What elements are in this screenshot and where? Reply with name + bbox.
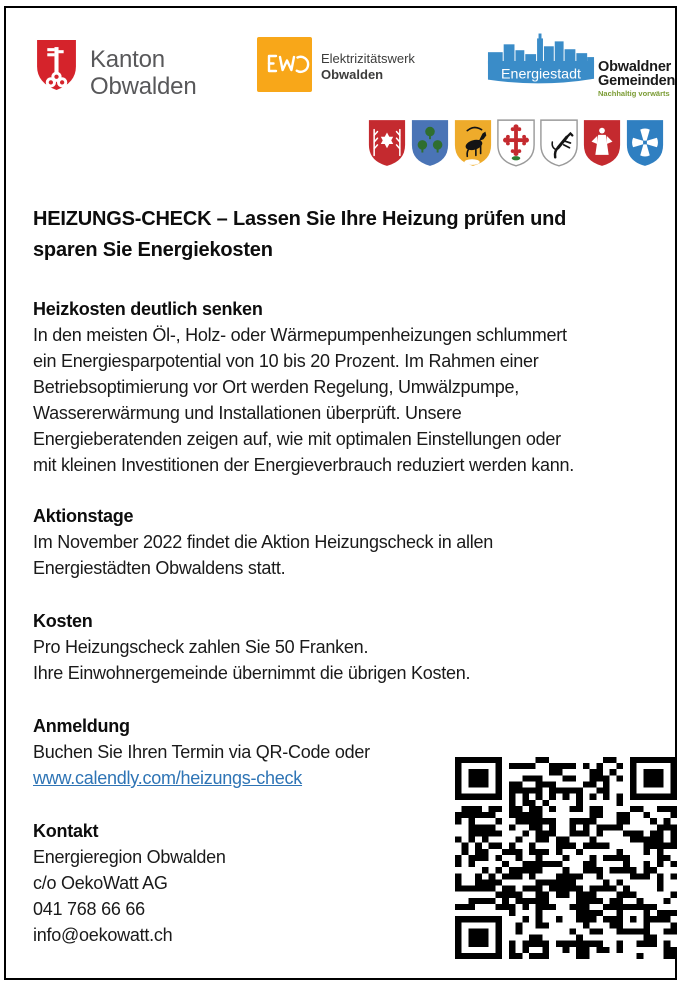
text-line: In den meisten Öl-, Holz- oder Wärmepumpenheizungen schlummert xyxy=(33,325,567,345)
section-kosten xyxy=(33,608,673,686)
section-heading: Aktionstage xyxy=(33,506,134,526)
alpnach-coat-of-arms-icon xyxy=(539,118,579,168)
kanton-line2: Obwalden xyxy=(90,73,197,100)
section-body xyxy=(33,529,673,581)
text-line: ein Energiesparpotential von 10 bis 20 Prozent. Im Rahmen einer xyxy=(33,351,539,371)
kerns-coat-of-arms-icon xyxy=(410,118,450,168)
municipal-coats-of-arms xyxy=(367,118,665,168)
text-line: sparen Sie Energiekosten xyxy=(33,239,273,261)
text-line: Pro Heizungscheck zahlen Sie 50 Franken. xyxy=(33,637,369,657)
section-heading: Kosten xyxy=(33,611,93,631)
text-line: Energieregion Obwalden xyxy=(33,847,226,867)
section-heading: Kontakt xyxy=(33,821,99,841)
kanton-line1: Kanton xyxy=(90,46,165,73)
section-aktionstage xyxy=(33,503,673,581)
section-body xyxy=(33,634,673,686)
engelberg-coat-of-arms-icon xyxy=(582,118,622,168)
ewo-wordmark xyxy=(321,51,415,83)
ewo-line2: Obwalden xyxy=(321,67,384,82)
text-line: Ihre Einwohnergemeinde übernimmt die übrigen Kosten. xyxy=(33,663,471,683)
calendly-link[interactable]: www.calendly.com/heizungs-check xyxy=(33,768,303,788)
section-heizkosten xyxy=(33,296,673,478)
text-line: info@oekowatt.ch xyxy=(33,925,173,945)
text-line: mit kleinen Investitionen der Energieverbrauch reduziert werden kann. xyxy=(33,455,575,475)
text-line: Im November 2022 findet die Aktion Heizungscheck in allen xyxy=(33,532,494,552)
energiestadt-line1: Obwaldner xyxy=(598,59,672,75)
text-line: Buchen Sie Ihren Termin via QR-Code oder xyxy=(33,742,370,762)
text-line: Betriebsoptimierung vor Ort werden Regelung, Umwälzpumpe, xyxy=(33,377,519,397)
text-line: c/o OekoWatt AG xyxy=(33,873,168,893)
lungern-coat-of-arms-icon xyxy=(625,118,665,168)
text-line: 041 768 66 66 xyxy=(33,899,145,919)
sachseln-coat-of-arms-icon xyxy=(496,118,536,168)
energiestadt-wordmark xyxy=(598,61,675,88)
kanton-obwalden-shield-icon xyxy=(34,37,79,98)
section-body xyxy=(33,322,673,478)
page-title xyxy=(33,204,665,266)
energiestadt-skyline-icon xyxy=(486,33,596,96)
kanton-obwalden-wordmark xyxy=(90,46,196,100)
energiestadt-tagline: Nachhaltig vorwärts xyxy=(598,89,670,98)
sarnen-coat-of-arms-icon xyxy=(367,118,407,168)
giswil-coat-of-arms-icon xyxy=(453,118,493,168)
energiestadt-line2: Gemeinden xyxy=(598,72,676,89)
ewo-line1: Elektrizitätswerk xyxy=(321,51,415,66)
energiestadt-banner-text: Energiestadt xyxy=(501,66,581,83)
ewo-logo-icon xyxy=(257,37,312,97)
text-line: HEIZUNGS-CHECK – Lassen Sie Ihre Heizung prüfen und xyxy=(33,208,567,230)
text-line: Wassererwärmung und Installationen überprüft. Unsere xyxy=(33,403,462,423)
section-heading: Heizkosten deutlich senken xyxy=(33,299,263,319)
text-line: Energiestädten Obwaldens statt. xyxy=(33,558,286,578)
section-heading: Anmeldung xyxy=(33,716,130,736)
text-line: Energieberatenden zeigen auf, wie mit optimalen Einstellungen oder xyxy=(33,429,561,449)
qr-code xyxy=(455,757,677,959)
